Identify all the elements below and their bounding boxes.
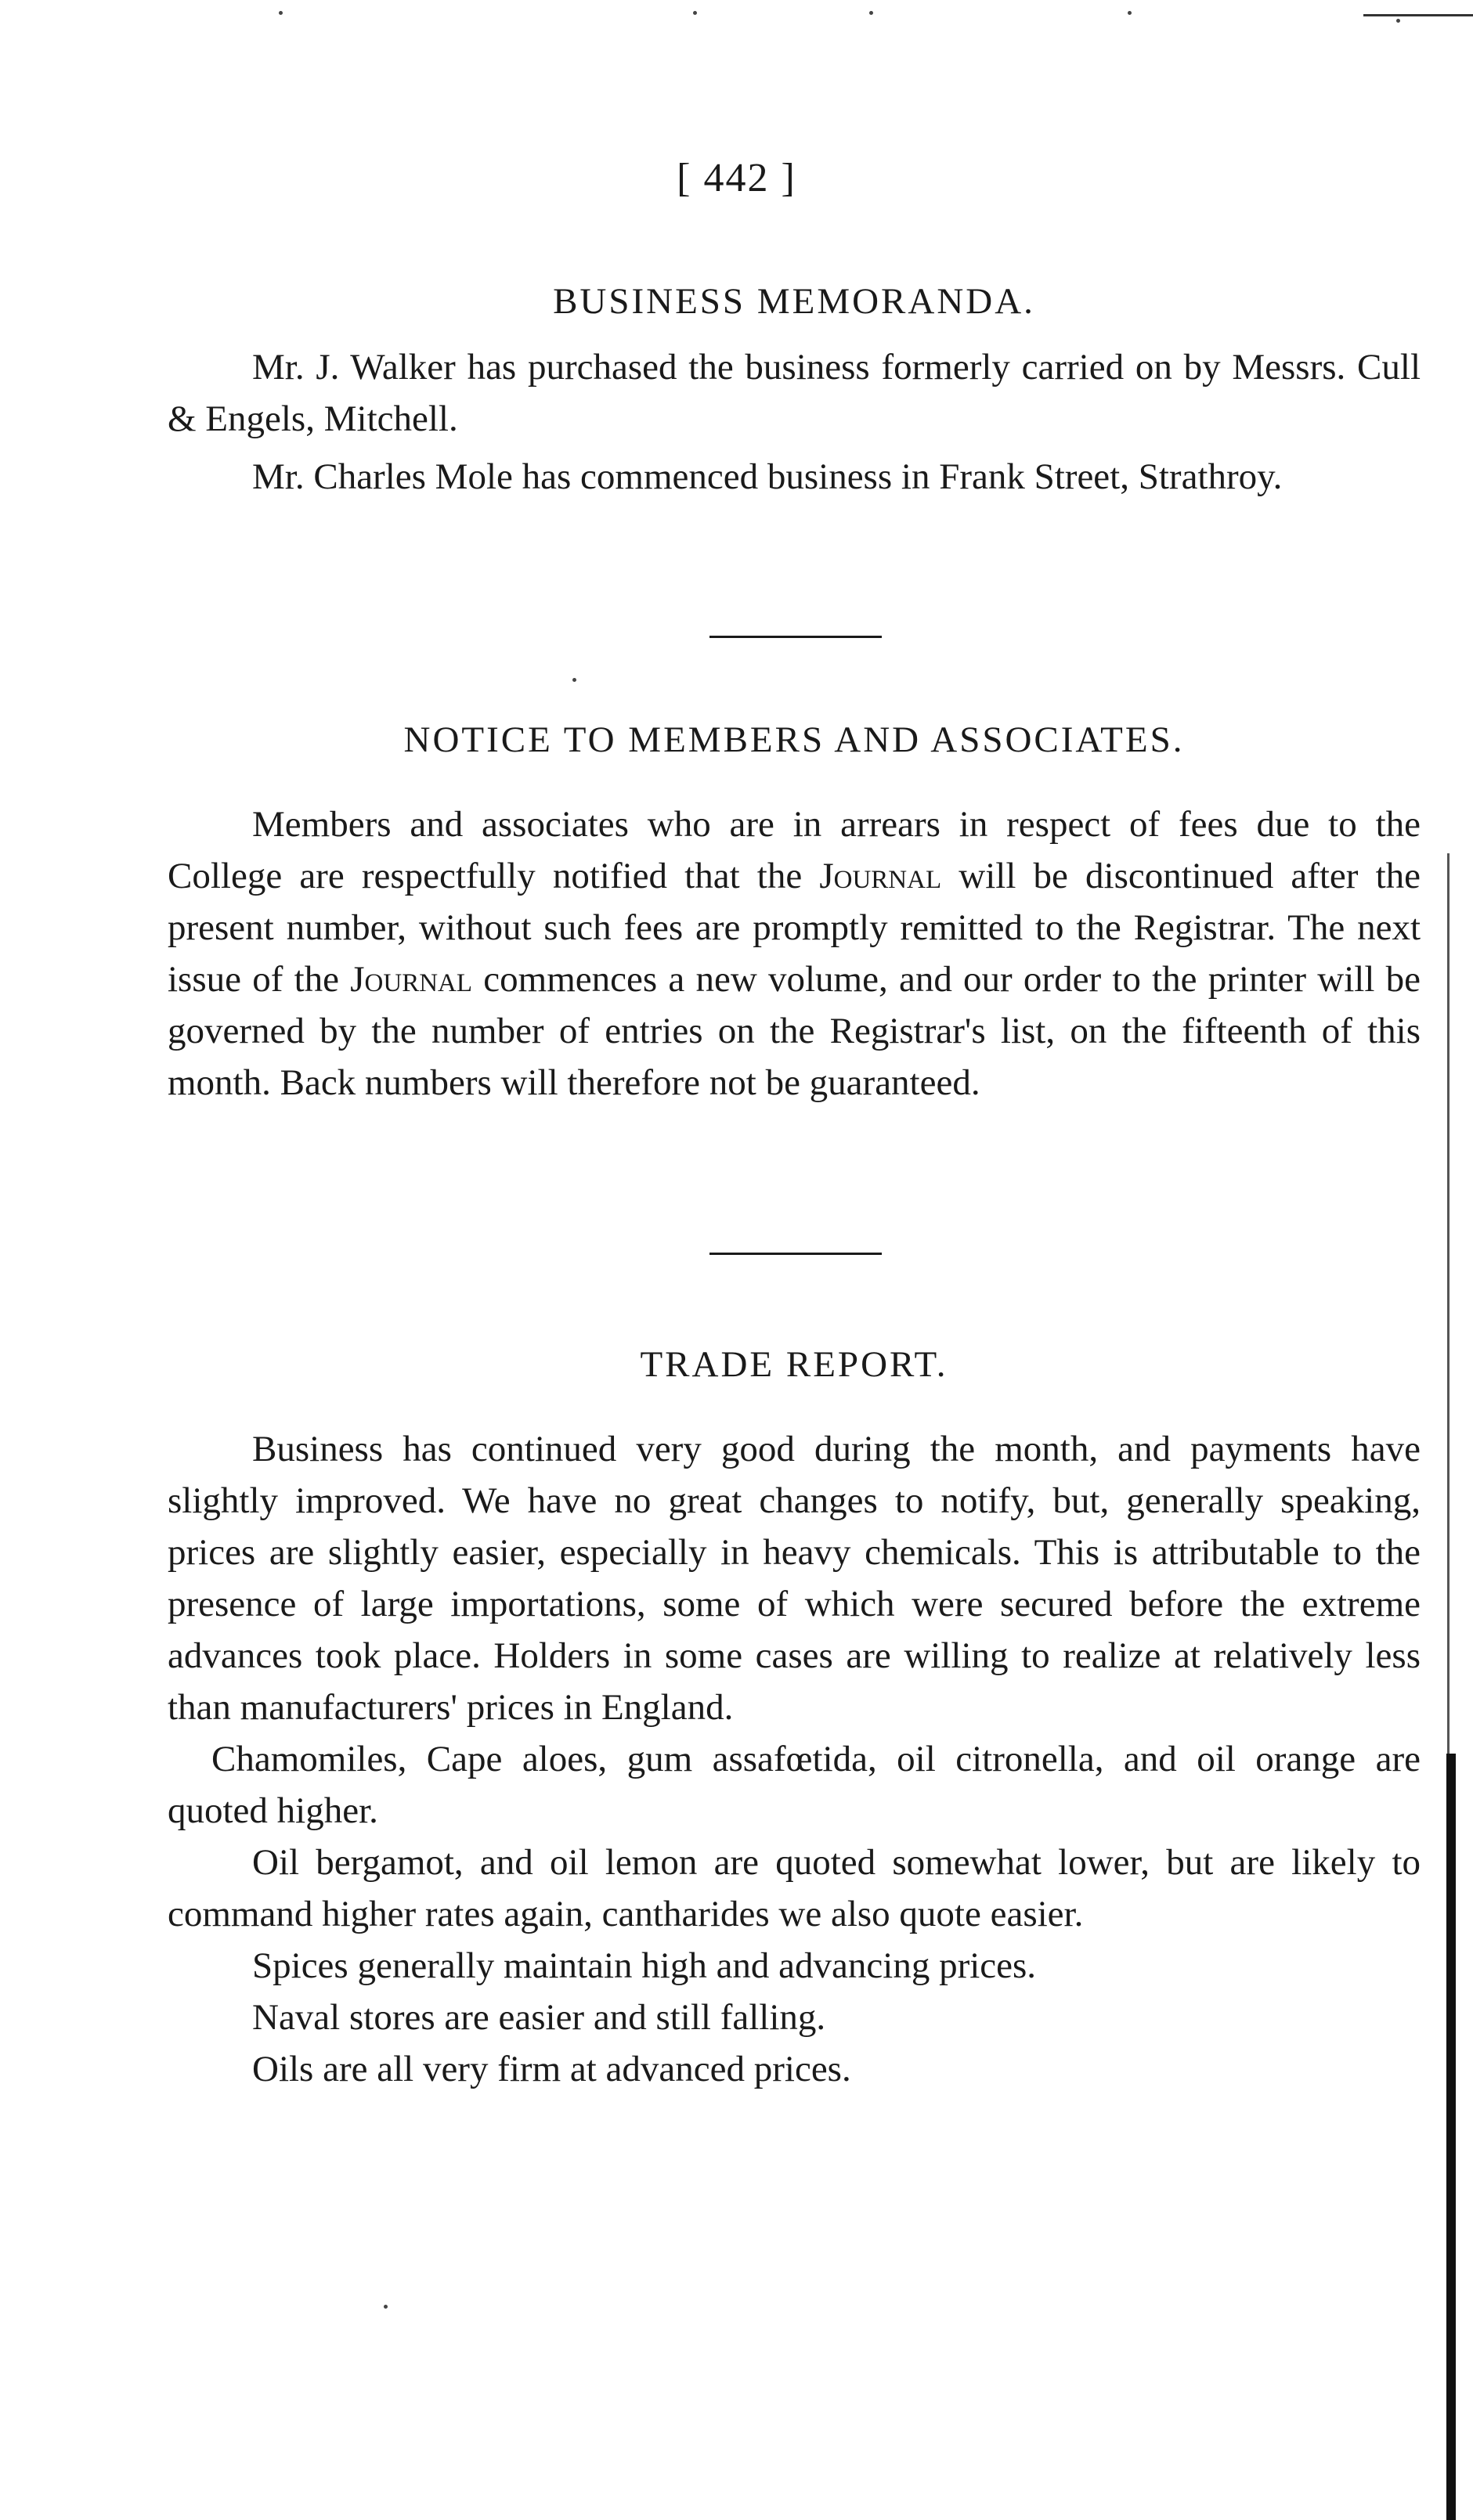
page-number: [ 442 ] (677, 156, 796, 200)
journal-word: Journal (350, 959, 473, 1000)
scan-edge-line (1447, 853, 1450, 1754)
business-paragraph: Mr. Charles Mole has commenced business in Frank Street, Strathroy. (252, 456, 1283, 497)
notice-text: Members and associates who are in arrears in respect of fees due to the College are respectfully notified that the (168, 804, 1421, 896)
scan-speck (572, 678, 576, 682)
business-memoranda-heading: BUSINESS MEMORANDA. (553, 281, 1035, 322)
section-divider (709, 636, 882, 638)
trade-paragraph: Oils are all very firm at advanced prices. (252, 2049, 851, 2089)
trade-paragraph: Chamomiles, Cape aloes, gum assafœtida, oil citronella, and oil orange are quoted higher. (168, 1739, 1421, 1831)
journal-word: Journal (819, 856, 942, 896)
scan-speck (279, 11, 283, 15)
notice-heading: NOTICE TO MEMBERS AND ASSOCIATES. (403, 719, 1185, 760)
trade-paragraph: Oil bergamot, and oil lemon are quoted somewhat lower, but are likely to command higher rates again, cantharides we also quote easier. (168, 1842, 1421, 1934)
scan-speck (1396, 19, 1400, 23)
section-divider (709, 1253, 882, 1255)
scan-speck (693, 11, 697, 15)
business-memoranda-section (168, 276, 1421, 503)
trade-report-section (168, 1339, 1421, 2095)
trade-paragraph: Naval stores are easier and still falling. (252, 1997, 826, 2038)
trade-paragraph: Spices generally maintain high and advancing prices. (252, 1945, 1037, 1986)
scan-edge-bar (1446, 1754, 1456, 2520)
scan-speck (384, 2305, 388, 2309)
trade-paragraph: Business has continued very good during the month, and payments have slightly improved. We have no great changes to notify, but, generally speaking, prices are slightly easier, especially in heavy chemicals. This is attributable to the presence of large importations, some of which were secured before the extreme advances took place. Holders in some cases are willing to realize at relatively less than manufacturers' prices in England. (168, 1429, 1421, 1728)
trade-report-heading: TRADE REPORT. (640, 1344, 948, 1385)
notice-text: commences a new volume, and our order to the printer will be governed by the number of entries on the Registrar's list, on the fifteenth of this month. Back numbers will therefore not be guaranteed. (168, 959, 1421, 1103)
scan-speck (869, 11, 873, 15)
notice-paragraph (168, 799, 1421, 1109)
scan-edge-mark (1363, 14, 1473, 16)
scan-speck (1128, 11, 1132, 15)
notice-text: will be discontinued after the present number, without such fees are promptly remitted to the Registrar. The next issue of the (168, 856, 1421, 1000)
notice-section (168, 714, 1421, 1109)
business-paragraph: Mr. J. Walker has purchased the business formerly carried on by Messrs. Cull & Engels, Mitchell. (168, 347, 1421, 439)
